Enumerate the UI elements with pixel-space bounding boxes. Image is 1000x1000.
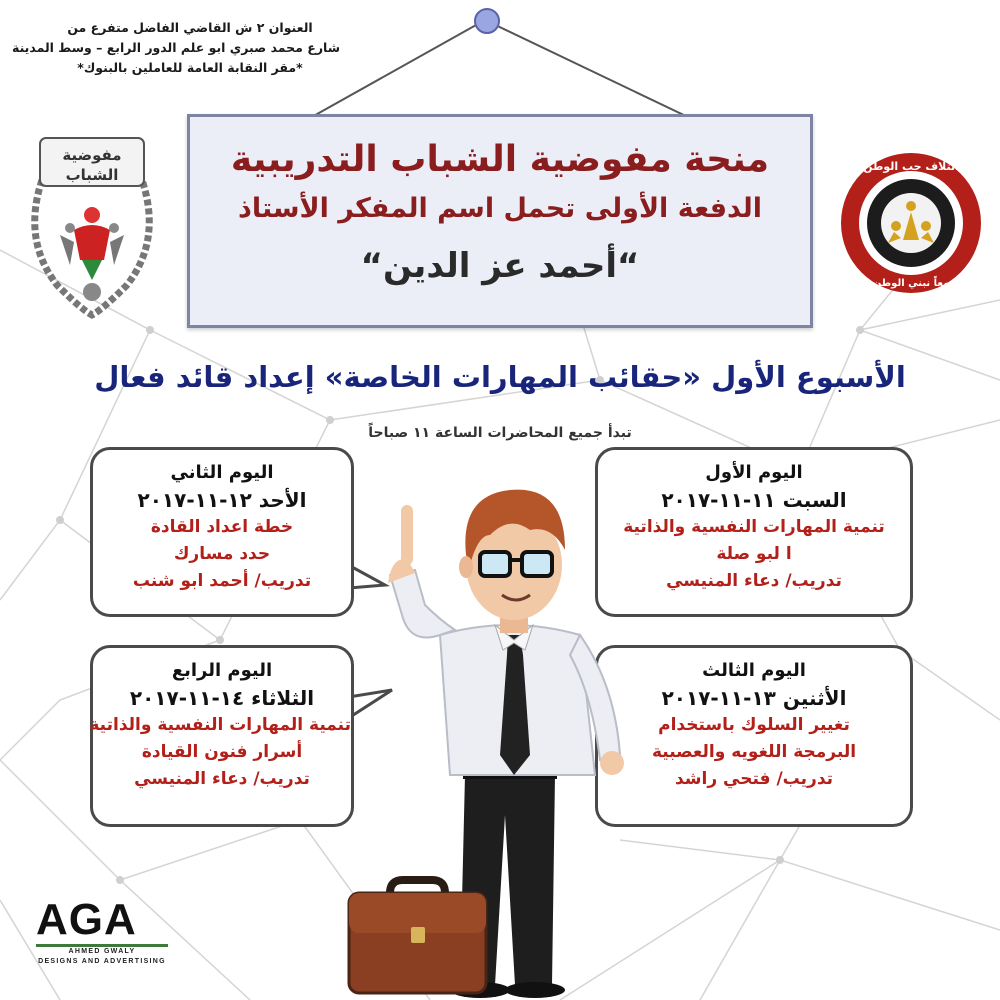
designer-tagline: DESIGNS AND ADVERTISING [38, 958, 166, 965]
day-2-title: اليوم الثاني [170, 462, 274, 483]
address-line-1: العنوان ٢ ش القاضي الفاضل متفرع من [67, 20, 313, 35]
logo-bottom-text: معاً نبني الوطن [872, 278, 950, 289]
day-3-trainer: تدريب/ فتحي راشد [674, 769, 834, 789]
day-2-date: الأحد ١٢-١١-٢٠١٧ [137, 488, 307, 512]
svg-text:الشباب: الشباب [65, 166, 119, 184]
day-2-subtopic: حدد مسارك [173, 544, 271, 564]
logo-top-text: ائتلاف حب الوطن [863, 160, 959, 173]
day-1-topic: تنمية المهارات النفسية والذاتية [623, 517, 885, 537]
day-4-trainer: تدريب/ دعاء المنيسي [134, 769, 310, 789]
designer-name: AHMED GWALY [68, 948, 136, 955]
day-2-topic: خطة اعداد القادة [150, 517, 294, 537]
day-4-bubble [90, 645, 354, 827]
board-subtitle: الدفعة الأولى تحمل اسم المفكر الأستاذ [237, 193, 762, 224]
day-4-subtopic: أسرار فنون القيادة [141, 742, 303, 762]
day-1-subtopic: ا لبو صلة [716, 544, 792, 564]
day-1-trainer: تدريب/ دعاء المنيسي [666, 571, 842, 591]
briefcase-icon [345, 875, 490, 995]
day-2-trainer: تدريب/ أحمد ابو شنب [132, 571, 312, 591]
svg-text:مفوضية: مفوضية [62, 146, 122, 164]
day-4-title: اليوم الرابع [171, 660, 273, 681]
day-3-title: اليوم الثالث [702, 660, 806, 681]
day-3-topic: تغيير السلوك باستخدام [658, 715, 850, 735]
day-1-date: السبت ١١-١١-٢٠١٧ [661, 488, 847, 512]
designer-brand: AGA [36, 895, 137, 944]
week-title: الأسبوع الأول «حقائب المهارات الخاصة» إعداد قائد فعال [94, 360, 906, 394]
day-3-subtopic: البرمجة اللغويه والعصبية [651, 742, 857, 762]
day-1-title: اليوم الأول [705, 462, 803, 483]
designer-credit [36, 895, 186, 967]
day-4-date: الثلاثاء ١٤-١١-٢٠١٧ [129, 686, 315, 710]
day-3-date: الأثنين ١٣-١١-٢٠١٧ [661, 686, 847, 710]
board-title: منحة مفوضية الشباب التدريبية [230, 139, 770, 180]
honoree-name: “أحمد عز الدين“ [360, 246, 640, 286]
day-2-bubble [90, 447, 354, 617]
address-line-2: شارع محمد صبري ابو علم الدور الرابع – وسط المدينة [12, 40, 340, 55]
start-time-note: تبدأ جميع المحاضرات الساعة ١١ صباحاً [368, 425, 632, 441]
address-line-3: *مقر النقابة العامة للعاملين بالبنوك* [77, 60, 303, 75]
day-4-topic: تنمية المهارات النفسية والذاتية [89, 715, 351, 735]
